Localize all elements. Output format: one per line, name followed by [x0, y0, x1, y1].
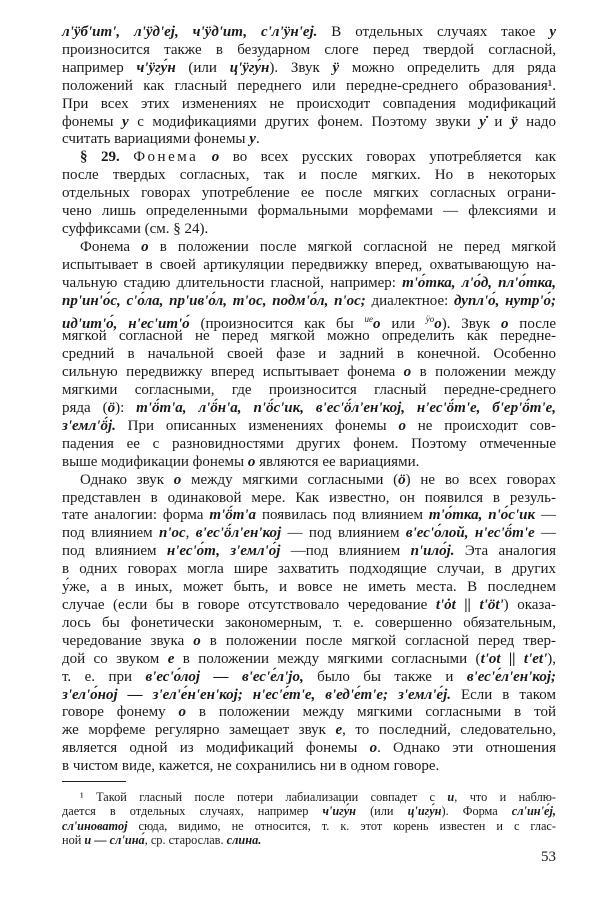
- text-line: [62, 633, 556, 651]
- text-line: [62, 525, 556, 543]
- text-line: [62, 669, 556, 687]
- page-number: 53: [541, 849, 556, 865]
- text-run: надо: [517, 113, 556, 130]
- text-line: [62, 167, 556, 185]
- italic-example: о: [500, 315, 509, 332]
- text-run: появилась под влиянием: [256, 507, 429, 524]
- text-run: [198, 149, 211, 165]
- text-run: представлен в одинаковой мере. Как известно, он появился в резуль-: [62, 489, 556, 506]
- italic-example: е: [335, 722, 343, 739]
- text-line: [62, 131, 556, 149]
- italic-example: з'емл'ӧ́j.: [62, 417, 116, 434]
- text-run: .: [255, 131, 260, 148]
- text-run: лось бы фонетически закономерным, т. е. совершенно обязательным,: [62, 614, 556, 631]
- text-line: [62, 203, 556, 221]
- italic-example: у̇: [479, 113, 486, 130]
- text-line: [62, 740, 556, 758]
- text-run: ):: [115, 400, 137, 417]
- text-line: [62, 400, 556, 418]
- text-run: произносится также в безударном слоге перед твердой согласной,: [62, 41, 556, 58]
- italic-example: и — сл'ина́: [84, 832, 145, 847]
- italic-example: в'ес'ӧ́л'ен'коj: [195, 525, 282, 542]
- text-run: ,: [185, 525, 196, 542]
- text-run: , что и наблю-: [454, 790, 556, 804]
- italic-example: в'ес'о́лой, н'ес'ӧ́т'е: [405, 525, 535, 542]
- text-line: [62, 490, 556, 508]
- italic-example: и: [447, 790, 455, 804]
- text-run: . Однако эти отношения: [377, 740, 556, 757]
- text-run: дается в отдельных случаях, например: [62, 804, 323, 819]
- text-run: фонемы: [62, 113, 122, 130]
- text-line: [62, 687, 556, 705]
- text-line: [62, 149, 556, 167]
- text-run: ),: [547, 650, 557, 667]
- italic-example: н'ес'о́т, з'емл'о́j: [166, 543, 281, 560]
- text-run: ) не во всех говорах: [405, 471, 556, 488]
- text-line: [62, 346, 556, 364]
- italic-example: о: [403, 364, 412, 381]
- text-run: чено лишь определенными формальными морфемами — флексиями и: [62, 203, 556, 220]
- text-run: считать вариациями фонемы: [62, 131, 250, 148]
- italic-example: дупл'о́, нутр'о́;: [454, 292, 556, 309]
- spaced-term: Фонема: [133, 149, 199, 166]
- italic-example: т'ӧ́т'а, л'ӧ́н'а, п'ӧ́с'ик, в'ес'ӧ́л'ен'коj, н'ес'ӧ́т'е, б'ер'ӧ́т'е,: [136, 400, 556, 417]
- text-run: говоре фонему: [62, 704, 179, 721]
- text-run: сильную передвижку вперед испытывает фонема: [62, 364, 404, 381]
- text-run: было бы также и: [303, 668, 467, 685]
- italic-example: о: [398, 417, 406, 434]
- italic-example: ц'ӱгу́н: [229, 59, 270, 76]
- section-number: § 29.: [80, 149, 120, 166]
- text-run: ной: [62, 832, 85, 847]
- text-run: после твердых согласных, так и после мягких. Но в некоторых: [62, 167, 556, 184]
- text-line: [62, 328, 556, 346]
- text-run: ряда (: [62, 400, 108, 417]
- italic-example: ч'игу́н: [322, 804, 357, 819]
- italic-example: о: [434, 315, 442, 332]
- text-line: [62, 704, 556, 722]
- text-run: в одних говорах могла шире захватить подходящие случаи, в других: [62, 561, 556, 578]
- text-run: же морфеме регулярно замещает звук: [62, 722, 336, 739]
- italic-example: ц'игу́н: [407, 804, 442, 819]
- text-run: При описанных изменениях фонемы: [115, 417, 399, 434]
- text-run: в положении между мягкими согласными (: [174, 650, 481, 667]
- italic-example: п'ило́j.: [410, 543, 455, 560]
- text-run: испытывает в своей артикуляции передвижку вперед, охватывающую на-: [62, 256, 556, 273]
- text-line: [62, 382, 556, 400]
- text-run: т. е. при: [62, 668, 146, 685]
- italic-example: о: [141, 238, 149, 255]
- italic-example: сл'иноватоj: [62, 818, 128, 833]
- italic-example: ӧ: [107, 400, 116, 417]
- text-run: сюда, видимо, не относится, т. к. этот корень известен и с глас-: [127, 818, 556, 833]
- text-line: [62, 114, 556, 132]
- text-line: [62, 454, 556, 472]
- text-run: (произносится как бы: [189, 315, 365, 332]
- italic-example: ч'ӱгу́н: [136, 59, 176, 76]
- text-run: тате аналогии: форма: [62, 507, 210, 524]
- text-run: —: [534, 525, 557, 542]
- footnote-line: [62, 819, 556, 833]
- text-run: случае (если бы в говоре отсутствовало чередование: [62, 597, 436, 613]
- text-line: [62, 436, 556, 454]
- italic-example: о: [178, 704, 187, 721]
- text-run: является одной из модификаций фонемы: [62, 740, 370, 757]
- italic-example: ид'ит'о́, н'ес'ит'о́: [62, 315, 190, 332]
- text-run: например: [62, 59, 137, 76]
- italic-example: о: [211, 149, 220, 166]
- text-run: выше модификации фонемы: [62, 453, 248, 470]
- text-run: не происходит сов-: [405, 417, 556, 434]
- footnote-line: [62, 833, 556, 847]
- text-line: [62, 239, 556, 257]
- text-line: [62, 597, 556, 615]
- italic-example: о: [373, 315, 381, 332]
- footnote-line: [62, 790, 556, 804]
- italic-example: в'ес'е́л'ен'коj;: [466, 668, 556, 685]
- italic-example: о: [173, 471, 182, 488]
- superscript: ӱо: [425, 313, 435, 324]
- italic-example: в'ес'о́лоj — в'ес'е́л'jо,: [145, 668, 304, 685]
- text-line: [62, 221, 556, 239]
- italic-example: сл'ин'е́j,: [511, 804, 556, 819]
- italic-example: у: [122, 113, 129, 130]
- italic-example: з'ел'о́ноj — з'ел'е́н'ен'коj; н'ес'е́т'е, в'ед'е́т'е; з'емл'е́j.: [62, 686, 451, 703]
- text-run: чередование звука: [62, 632, 194, 649]
- text-line: [62, 42, 556, 60]
- text-run: (или: [175, 59, 230, 76]
- text-run: Если в таком: [451, 686, 557, 703]
- text-line: [62, 96, 556, 114]
- text-line: [62, 293, 556, 311]
- text-run: отдельных говорах употребление ее после мягких согласных ограни-: [62, 185, 556, 202]
- text-run: Эта аналогия: [454, 543, 557, 560]
- text-run: дой со звуком: [62, 650, 168, 667]
- text-run: и: [485, 113, 511, 130]
- text-run: в положении между: [411, 364, 557, 381]
- text-line: [62, 722, 556, 740]
- text-line: [62, 257, 556, 275]
- text-run: ¹ Такой гласный после потери лабиализации совпадет с: [80, 790, 448, 804]
- italic-example: пр'ин'о́с, с'о́ла, пр'ив'о́л, т'ос, подм'о́л, п'ос;: [62, 292, 366, 309]
- text-run: ). Форма: [441, 804, 512, 819]
- text-run: положений как гласный переднего или передне-среднего образования¹.: [62, 77, 556, 94]
- text-line: [62, 185, 556, 203]
- text-run: При всех этих изменениях не происходит совпадения модификаций: [62, 95, 556, 112]
- italic-example: у: [549, 24, 556, 40]
- text-run: диалектное:: [365, 292, 455, 309]
- text-run: в положении после мягкой согласной перед твер-: [200, 632, 556, 649]
- text-run: Фонема: [80, 238, 142, 255]
- text-run: В отдельных случаях такое: [317, 24, 550, 40]
- text-run: можно определить для ряда: [339, 59, 556, 76]
- text-line: [62, 561, 556, 579]
- text-run: под влиянием: [62, 543, 167, 560]
- italic-example: е: [167, 650, 175, 667]
- text-run: , ср. старослав.: [144, 832, 227, 847]
- text-line: [62, 579, 556, 597]
- text-run: или: [380, 315, 426, 332]
- text-line: [62, 615, 556, 633]
- text-line: [62, 24, 556, 42]
- text-run: Однако звук: [80, 471, 174, 488]
- text-line: [62, 364, 556, 382]
- text-run: суффиксами (см. § 24).: [62, 220, 209, 237]
- text-run: ). Звук: [441, 315, 501, 332]
- italic-example: слина.: [226, 832, 262, 847]
- text-line: [62, 311, 556, 332]
- italic-example: ӧ: [398, 471, 406, 488]
- text-run: ). Звук: [269, 59, 333, 76]
- italic-example: о: [247, 453, 256, 470]
- text-run: (или: [356, 804, 408, 819]
- text-run: после: [508, 315, 556, 332]
- text-run: мягкой согласной не перед мягкой можно определить как передне-: [62, 328, 556, 345]
- superscript: ие: [364, 313, 374, 324]
- text-line: [62, 507, 556, 525]
- text-run: —под влиянием: [280, 543, 411, 560]
- text-run: в чистом виде, кажется, не сохранились ни в одном говоре.: [62, 758, 440, 775]
- text-run: у́же, а в иных, может быть, и вовсе не иметь места. В последнем: [62, 579, 556, 596]
- text-run: средний в начальной своей фазе и задний в конечной. Особенно: [62, 346, 556, 363]
- italic-example: ӱ: [332, 59, 340, 76]
- text-line: [62, 651, 556, 669]
- italic-example: у: [249, 131, 256, 148]
- text-run: , то последний, следовательно,: [342, 722, 557, 739]
- text-line: [62, 78, 556, 96]
- text-run: ) оказа-: [503, 597, 556, 613]
- footnote: [62, 790, 556, 847]
- text-line: [62, 418, 556, 436]
- footnote-divider: [62, 781, 126, 782]
- text-run: —: [535, 507, 556, 524]
- text-line: [62, 275, 556, 293]
- text-run: с модификациями других фонем. Поэтому звуки: [128, 113, 480, 130]
- italic-example: о: [369, 740, 378, 757]
- body-text: [62, 24, 556, 776]
- text-run: под влиянием: [62, 525, 159, 542]
- text-line: [62, 60, 556, 78]
- text-run: чальную стадию длительности гласной, например:: [62, 274, 403, 291]
- text-run: между мягкими согласными (: [181, 471, 399, 488]
- text-run: в положении между мягкими согласными в той: [186, 704, 556, 721]
- text-run: во всех русских говорах употребляется как: [219, 149, 557, 166]
- text-run: в положении после мягкой согласной не перед мягкой: [148, 238, 556, 255]
- italic-example: t'ot || t'et': [480, 650, 548, 667]
- text-run: — под влиянием: [281, 525, 406, 542]
- text-run: [120, 149, 133, 165]
- text-run: являются ее вариациями.: [255, 453, 420, 470]
- italic-example: п'ос: [158, 525, 186, 542]
- italic-example: т'о́тка, п'о́с'ик: [428, 507, 536, 524]
- text-line: [62, 472, 556, 490]
- text-run: падения ее с разновидностями других фонем. Поэтому отмеченные: [62, 435, 556, 452]
- italic-example: t'ȯt || t'ӧt': [435, 597, 504, 613]
- text-line: [62, 543, 556, 561]
- italic-example: т'о́тка, л'о́д, пл'о́тка,: [402, 274, 556, 291]
- italic-example: л'ӱб'ит', л'ӱд'еj, ч'ӱд'ит, с'л'ӱн'еj.: [62, 24, 318, 40]
- italic-example: т'ӧ́т'а: [209, 507, 257, 524]
- italic-example: ӱ: [510, 113, 518, 130]
- text-run: мягкими согласными, где произносится гласный передне-среднего: [62, 382, 556, 399]
- italic-example: о: [193, 632, 201, 649]
- text-line: [62, 758, 556, 776]
- footnote-line: [62, 804, 556, 818]
